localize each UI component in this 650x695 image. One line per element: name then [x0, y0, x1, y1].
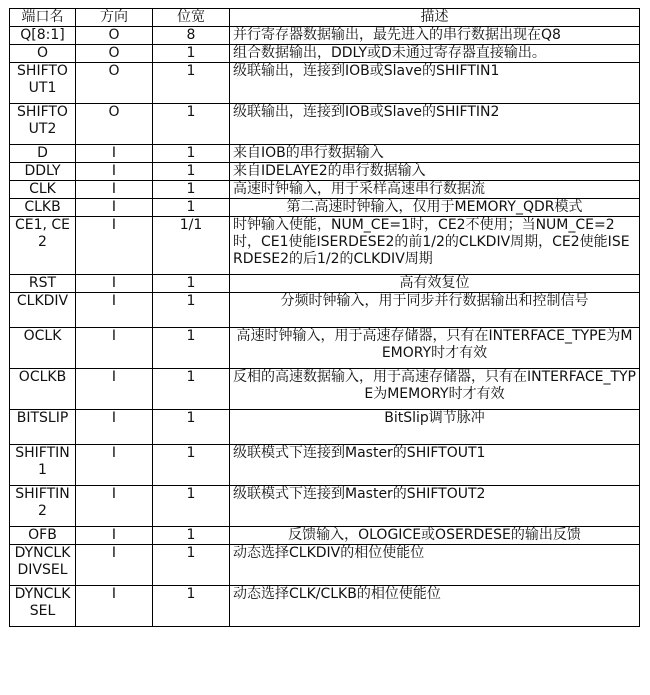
description-cell: 分频时钟输入，用于同步并行数据输出和控制信号 — [230, 293, 640, 328]
bit-width-cell: 1 — [153, 163, 230, 181]
bit-width-cell: 1 — [153, 199, 230, 217]
direction-cell: I — [76, 293, 153, 328]
table-row — [10, 217, 640, 275]
description-cell: 动态选择CLKDIV的相位使能位 — [230, 545, 640, 586]
port-name-cell: CLKB — [10, 199, 76, 217]
table-header-row — [10, 9, 640, 27]
description-cell: 级联模式下连接到Master的SHIFTOUT2 — [230, 486, 640, 527]
description-cell: BitSlip调节脉冲 — [230, 410, 640, 445]
table-row — [10, 586, 640, 627]
direction-cell: O — [76, 45, 153, 63]
description-cell: 第二高速时钟输入，仅用于MEMORY_QDR模式 — [230, 199, 640, 217]
port-name-cell: SHIFTIN1 — [10, 445, 76, 486]
description-cell: 高速时钟输入，用于采样高速串行数据流 — [230, 181, 640, 199]
direction-cell: O — [76, 104, 153, 145]
direction-cell: I — [76, 486, 153, 527]
description-cell: 时钟输入使能，NUM_CE=1时，CE2不使用；当NUM_CE=2时，CE1使能ISERDESE2的前1/2的CLKDIV周期，CE2使能ISERDESE2的后1/2的CLKDIV周期 — [230, 217, 640, 275]
description-cell: 反馈输入，OLOGICE或OSERDESE的输出反馈 — [230, 527, 640, 545]
header-port-name: 端口名 — [10, 9, 76, 27]
bit-width-cell: 1/1 — [153, 217, 230, 275]
bit-width-cell: 1 — [153, 410, 230, 445]
port-name-cell: RST — [10, 275, 76, 293]
description-cell: 级联输出，连接到IOB或Slave的SHIFTIN1 — [230, 63, 640, 104]
header-bit-width: 位宽 — [153, 9, 230, 27]
bit-width-cell: 1 — [153, 293, 230, 328]
table-row — [10, 104, 640, 145]
description-cell: 动态选择CLK/CLKB的相位使能位 — [230, 586, 640, 627]
table-row — [10, 275, 640, 293]
table-row — [10, 181, 640, 199]
table-row — [10, 369, 640, 410]
port-name-cell: OFB — [10, 527, 76, 545]
port-table — [9, 8, 640, 627]
description-cell: 高有效复位 — [230, 275, 640, 293]
bit-width-cell: 1 — [153, 181, 230, 199]
direction-cell: O — [76, 27, 153, 45]
direction-cell: I — [76, 181, 153, 199]
direction-cell: I — [76, 217, 153, 275]
bit-width-cell: 1 — [153, 527, 230, 545]
port-name-cell: OCLKB — [10, 369, 76, 410]
description-cell: 级联模式下连接到Master的SHIFTOUT1 — [230, 445, 640, 486]
bit-width-cell: 1 — [153, 445, 230, 486]
port-name-cell: SHIFTOUT1 — [10, 63, 76, 104]
bit-width-cell: 1 — [153, 486, 230, 527]
direction-cell: I — [76, 328, 153, 369]
bit-width-cell: 1 — [153, 369, 230, 410]
description-cell: 组合数据输出，DDLY或D未通过寄存器直接输出。 — [230, 45, 640, 63]
port-name-cell: BITSLIP — [10, 410, 76, 445]
table-row — [10, 545, 640, 586]
description-cell: 来自IDELAYE2的串行数据输入 — [230, 163, 640, 181]
port-name-cell: D — [10, 145, 76, 163]
port-name-cell: CE1, CE2 — [10, 217, 76, 275]
direction-cell: I — [76, 145, 153, 163]
header-direction: 方向 — [76, 9, 153, 27]
table-row — [10, 410, 640, 445]
table-row — [10, 145, 640, 163]
bit-width-cell: 1 — [153, 275, 230, 293]
port-table-container — [9, 8, 640, 627]
port-name-cell: DYNCLKDIVSEL — [10, 545, 76, 586]
bit-width-cell: 1 — [153, 545, 230, 586]
direction-cell: I — [76, 163, 153, 181]
port-name-cell: Q[8:1] — [10, 27, 76, 45]
port-name-cell: CLKDIV — [10, 293, 76, 328]
table-row — [10, 27, 640, 45]
port-name-cell: DDLY — [10, 163, 76, 181]
direction-cell: I — [76, 275, 153, 293]
description-cell: 来自IOB的串行数据输入 — [230, 145, 640, 163]
port-name-cell: SHIFTIN2 — [10, 486, 76, 527]
table-row — [10, 163, 640, 181]
table-row — [10, 486, 640, 527]
direction-cell: I — [76, 586, 153, 627]
direction-cell: I — [76, 199, 153, 217]
bit-width-cell: 1 — [153, 328, 230, 369]
direction-cell: I — [76, 527, 153, 545]
bit-width-cell: 1 — [153, 45, 230, 63]
direction-cell: I — [76, 445, 153, 486]
direction-cell: I — [76, 545, 153, 586]
description-cell: 并行寄存器数据输出，最先进入的串行数据出现在Q8 — [230, 27, 640, 45]
description-cell: 级联输出，连接到IOB或Slave的SHIFTIN2 — [230, 104, 640, 145]
bit-width-cell: 1 — [153, 145, 230, 163]
port-name-cell: OCLK — [10, 328, 76, 369]
table-row — [10, 199, 640, 217]
direction-cell: O — [76, 63, 153, 104]
port-name-cell: O — [10, 45, 76, 63]
description-cell: 反相的高速数据输入，用于高速存储器，只有在INTERFACE_TYPE为MEMORY时才有效 — [230, 369, 640, 410]
table-row — [10, 445, 640, 486]
table-row — [10, 328, 640, 369]
bit-width-cell: 1 — [153, 63, 230, 104]
bit-width-cell: 1 — [153, 104, 230, 145]
bit-width-cell: 1 — [153, 586, 230, 627]
header-description: 描述 — [230, 9, 640, 27]
description-cell: 高速时钟输入，用于高速存储器，只有在INTERFACE_TYPE为MEMORY时才有效 — [230, 328, 640, 369]
port-name-cell: CLK — [10, 181, 76, 199]
table-row — [10, 63, 640, 104]
port-name-cell: DYNCLKSEL — [10, 586, 76, 627]
direction-cell: I — [76, 369, 153, 410]
table-row — [10, 527, 640, 545]
table-row — [10, 293, 640, 328]
direction-cell: I — [76, 410, 153, 445]
port-name-cell: SHIFTOUT2 — [10, 104, 76, 145]
table-row — [10, 45, 640, 63]
bit-width-cell: 8 — [153, 27, 230, 45]
